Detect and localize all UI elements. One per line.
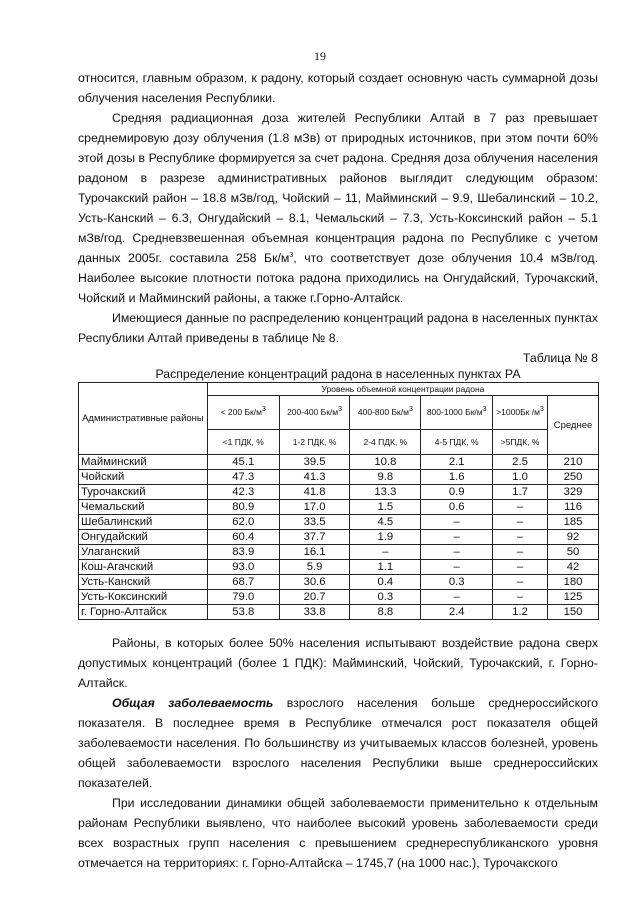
page-body xyxy=(78,68,598,873)
header-average: Среднее xyxy=(548,396,599,455)
value-cell: 0.9 xyxy=(421,485,493,500)
value-cell: – xyxy=(493,560,548,575)
value-cell: 2.1 xyxy=(421,455,493,470)
value-cell: 16.1 xyxy=(279,545,350,560)
header-range: 400-800 $Бк/м^3$ xyxy=(350,396,421,430)
value-cell: 5.9 xyxy=(279,560,350,575)
value-cell: 93.0 xyxy=(207,560,279,575)
value-cell: 2.4 xyxy=(421,605,493,620)
value-cell: 30.6 xyxy=(279,575,350,590)
value-cell: 116 xyxy=(548,500,599,515)
table-row xyxy=(79,515,599,530)
value-cell: – xyxy=(493,590,548,605)
value-cell: – xyxy=(493,500,548,515)
district-name-cell: Онгудайский xyxy=(79,530,208,545)
paragraph-radon-intro: относится, главным образом, к радону, который создает основную часть суммарной дозы облучения населения Республики. xyxy=(78,71,598,105)
page-number: 19 xyxy=(314,49,326,63)
header-pdk: 4-5 ПДК, % xyxy=(421,430,493,455)
table-row xyxy=(79,590,599,605)
table-row xyxy=(79,485,599,500)
table-row xyxy=(79,575,599,590)
value-cell: 45.1 xyxy=(207,455,279,470)
table-row xyxy=(79,605,599,620)
paragraph-radiation-dose xyxy=(78,108,598,308)
district-name-cell: Чойский xyxy=(79,470,208,485)
header-pdk: >5ПДК, % xyxy=(493,430,548,455)
district-name-cell: Усть-Канский xyxy=(79,575,208,590)
table-row xyxy=(79,470,599,485)
value-cell: – xyxy=(493,545,548,560)
value-cell: – xyxy=(493,530,548,545)
header-concentration-group: Уровень объемной концентрации радона xyxy=(207,383,598,396)
paragraph-districts-over-limit: Районы, в которых более 50% населения испытывают воздействие радона сверх допустимых концентраций (более 1 ПДК): Майминский, Чойский, Турочакский, г. Горно-Алтайск. xyxy=(78,636,598,690)
value-cell: 41.3 xyxy=(279,470,350,485)
table-row xyxy=(79,530,599,545)
table-row xyxy=(79,500,599,515)
value-cell: 39.5 xyxy=(279,455,350,470)
value-cell: 180 xyxy=(548,575,599,590)
paragraph-morbidity-dynamics: При исследовании динамики общей заболеваемости применительно к отдельным районам Республики выявлено, что наиболее высокий уровень заболеваемости среди всех возрастных групп населения с превышением среднереспубликанского уровня отмечается на территориях: г. Горно-Алтайска – 1745,7 (на 1000 нас.), Турочакского xyxy=(78,796,598,870)
bold-heading: Общая заболеваемость xyxy=(112,696,274,710)
value-cell: 37.7 xyxy=(279,530,350,545)
value-cell: 42.3 xyxy=(207,485,279,500)
superscript: 3 xyxy=(289,251,294,259)
value-cell: 329 xyxy=(548,485,599,500)
value-cell: – xyxy=(421,515,493,530)
value-cell: 1.6 xyxy=(421,470,493,485)
value-cell: 13.3 xyxy=(350,485,421,500)
value-cell: 0.3 xyxy=(421,575,493,590)
value-cell: 47.3 xyxy=(207,470,279,485)
district-name-cell: г. Горно-Алтайск xyxy=(79,605,208,620)
value-cell: 4.5 xyxy=(350,515,421,530)
value-cell: 150 xyxy=(548,605,599,620)
value-cell: 10.8 xyxy=(350,455,421,470)
district-name-cell: Усть-Коксинский xyxy=(79,590,208,605)
table-row xyxy=(79,455,599,470)
value-cell: 1.1 xyxy=(350,560,421,575)
value-cell: 92 xyxy=(548,530,599,545)
value-cell: – xyxy=(421,560,493,575)
header-range: < 200 $Бк/м^3$ xyxy=(207,396,279,430)
value-cell: 8.8 xyxy=(350,605,421,620)
value-cell: 0.6 xyxy=(421,500,493,515)
value-cell: – xyxy=(350,545,421,560)
district-name-cell: Турочакский xyxy=(79,485,208,500)
value-cell: 80.9 xyxy=(207,500,279,515)
table-row xyxy=(79,545,599,560)
table-row xyxy=(79,560,599,575)
district-name-cell: Чемальский xyxy=(79,500,208,515)
radon-table xyxy=(78,382,599,620)
value-cell: – xyxy=(421,590,493,605)
header-pdk: <1 ПДК, % xyxy=(207,430,279,455)
value-cell: 62.0 xyxy=(207,515,279,530)
paragraph-table-reference: Имеющиеся данные по распределению концентраций радона в населенных пунктах Республики Алтай приведены в таблице № 8. xyxy=(78,311,598,345)
value-cell: 1.7 xyxy=(493,485,548,500)
value-cell: 50 xyxy=(548,545,599,560)
value-cell: 1.2 xyxy=(493,605,548,620)
header-range: >1000Бк $/м^3$ xyxy=(493,396,548,430)
value-cell: 210 xyxy=(548,455,599,470)
header-range: 200-400 $Бк/м^3$ xyxy=(279,396,350,430)
district-name-cell: Кош-Агачский xyxy=(79,560,208,575)
table-title: Распределение концентраций радона в населенных пунктах РА xyxy=(155,367,521,381)
value-cell: – xyxy=(493,575,548,590)
value-cell: 1.5 xyxy=(350,500,421,515)
value-cell: 9.8 xyxy=(350,470,421,485)
header-pdk: 2-4 ПДК, % xyxy=(350,430,421,455)
value-cell: – xyxy=(493,515,548,530)
paragraph-general-morbidity xyxy=(78,693,598,793)
district-name-cell: Улаганский xyxy=(79,545,208,560)
header-districts: Административные районы xyxy=(79,383,208,455)
table-body xyxy=(79,455,599,620)
value-cell: 60.4 xyxy=(207,530,279,545)
value-cell: 185 xyxy=(548,515,599,530)
value-cell: 250 xyxy=(548,470,599,485)
value-cell: 79.0 xyxy=(207,590,279,605)
district-name-cell: Шебалинский xyxy=(79,515,208,530)
value-cell: – xyxy=(421,530,493,545)
value-cell: 83.9 xyxy=(207,545,279,560)
value-cell: 2.5 xyxy=(493,455,548,470)
value-cell: – xyxy=(421,545,493,560)
district-name-cell: Майминский xyxy=(79,455,208,470)
paragraph-radiation-dose-part1: Средняя радиационная доза жителей Республики Алтай в 7 раз превышает среднемировую дозу облучения (1.8 мЗв) от природных источников, при этом почти 60% этой дозы в Республике формируется за счет радона. Средняя доза облучения населения радоном в разрезе административных районов выглядит следующим образом: Турочакский район – 18.8 мЗв/год, Чойский – 11, Майминский – 9.9, Шебалинский – 10.2, Усть-Канский – 6.3, Онгудайский – 8.1, Чемальский – 7.3, Усть-Коксинский район – 5.1 мЗв/год. Средневзвешенная объемная концентрация радона по Республике с учетом данных 2005г. составила 258 Бк/м xyxy=(78,111,598,265)
paragraph-radiation-dose-part2: , что соответствует дозе облучения 10.4 мЗв/год. Наиболее высокие плотности потока радона приходились на Онгудайский, Турочакский, Чойский и Майминский районы, а также г.Горно-Алтайск. xyxy=(78,251,598,305)
paragraph-general-morbidity-text: взрослого населения больше среднероссийского показателя. В последнее время в Республике отмечался рост показателя общей заболеваемости населения. По большинству из учитываемых классов болезней, уровень общей заболеваемости взрослого населения Республики выше среднероссийских показателей. xyxy=(78,696,598,790)
table-caption: Таблица № 8 xyxy=(522,351,598,365)
value-cell: 33.8 xyxy=(279,605,350,620)
value-cell: 0.3 xyxy=(350,590,421,605)
value-cell: 125 xyxy=(548,590,599,605)
value-cell: 41.8 xyxy=(279,485,350,500)
value-cell: 1.9 xyxy=(350,530,421,545)
header-range: 800-1000 $Бк/м^3$ xyxy=(421,396,493,430)
value-cell: 1.0 xyxy=(493,470,548,485)
value-cell: 33.5 xyxy=(279,515,350,530)
value-cell: 17.0 xyxy=(279,500,350,515)
value-cell: 20.7 xyxy=(279,590,350,605)
value-cell: 0.4 xyxy=(350,575,421,590)
header-pdk: 1-2 ПДК, % xyxy=(279,430,350,455)
value-cell: 42 xyxy=(548,560,599,575)
value-cell: 68.7 xyxy=(207,575,279,590)
value-cell: 53.8 xyxy=(207,605,279,620)
